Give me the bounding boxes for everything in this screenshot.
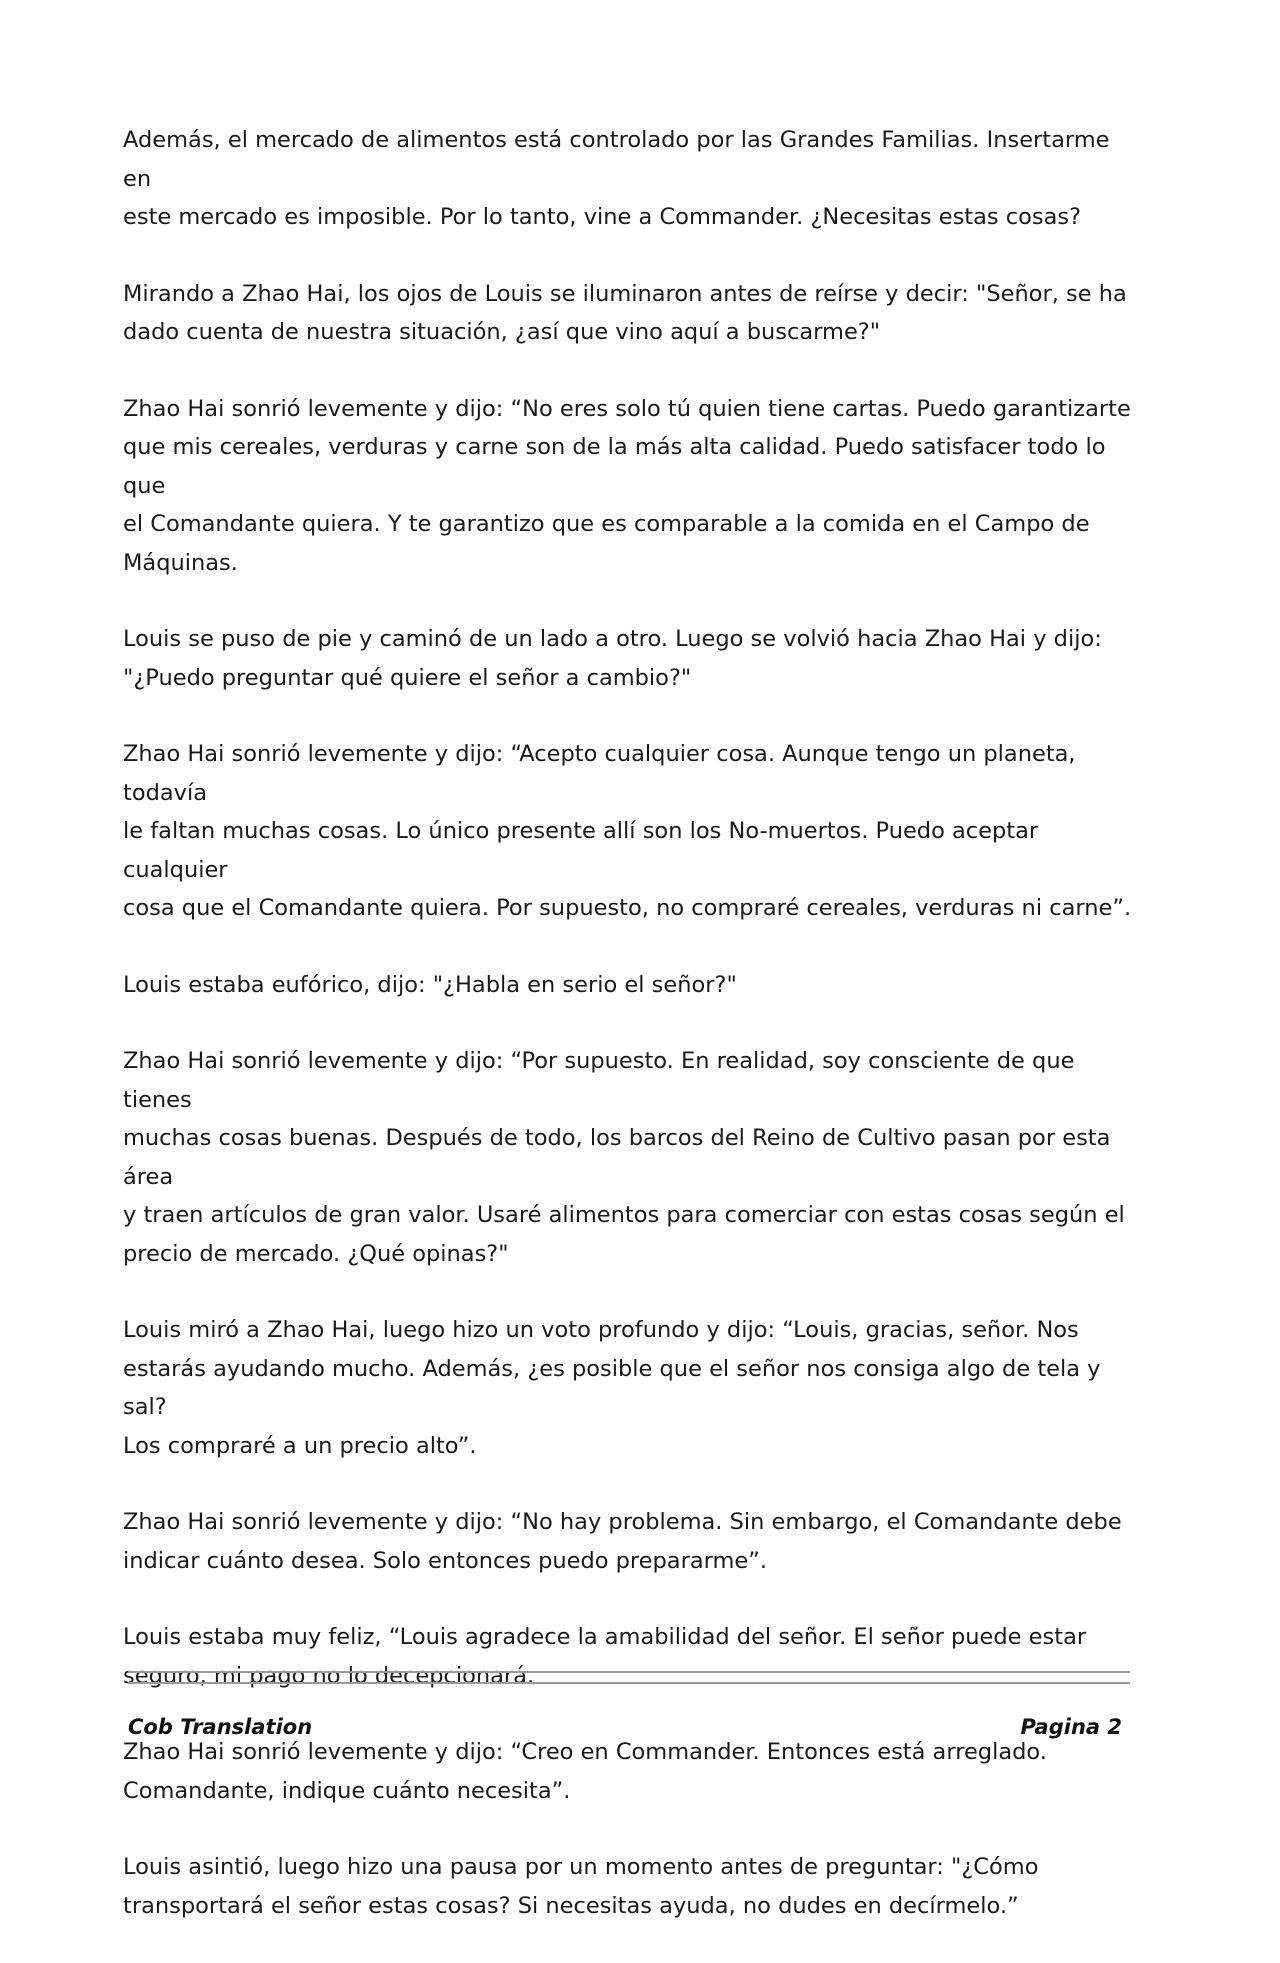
- paragraph: Louis asintió, luego hizo una pausa por un momento antes de preguntar: "¿Cómo transportará el señor estas cosas? Si necesitas ayuda, no dudes en decírmelo.”: [123, 1854, 1039, 1919]
- paragraph: Mirando a Zhao Hai, los ojos de Louis se iluminaron antes de reírse y decir: "Señor, se ha dado cuenta de nuestra situación, ¿así que vino aquí a buscarme?": [123, 280, 1127, 345]
- footer-translator-credit: Cob Translation: [128, 1715, 313, 1739]
- paragraph: Louis estaba muy feliz, “Louis agradece la amabilidad del señor. El señor puede estar seguro, mi pago no lo decepcionará.: [123, 1624, 1087, 1689]
- paragraph: Zhao Hai sonrió levemente y dijo: “No eres solo tú quien tiene cartas. Puedo garantizarte que mis cereales, verduras y carne son de la más alta calidad. Puedo satisfacer todo lo que el Comandante quiera. Y te garantizo que es comparable a la comida en el Campo de Máquinas.: [123, 395, 1131, 576]
- footer-page-number: Pagina 2: [1020, 1715, 1122, 1739]
- paragraph: Louis se puso de pie y caminó de un lado a otro. Luego se volvió hacia Zhao Hai y dijo: "¿Puedo preguntar qué quiere el señor a cambio?": [123, 626, 1102, 691]
- footer-divider-top: [128, 1671, 1130, 1673]
- footer-divider-bottom: [128, 1682, 1130, 1684]
- paragraph: Además, el mercado de alimentos está controlado por las Grandes Familias. Insertarme en este mercado es imposible. Por lo tanto, vine a Commander. ¿Necesitas estas cosas?: [123, 127, 1110, 230]
- paragraph: Zhao Hai sonrió levemente y dijo: “Creo en Commander. Entonces está arreglado. Comandante, indique cuánto necesita”.: [123, 1739, 1047, 1804]
- paragraph: Zhao Hai sonrió levemente y dijo: “Por supuesto. En realidad, soy consciente de que tienes muchas cosas buenas. Después de todo, los barcos del Reino de Cultivo pasan por esta área y traen artículos de gran valor. Usaré alimentos para comerciar con estas cosas según el precio de mercado. ¿Qué opinas?": [123, 1048, 1125, 1267]
- document-body: [123, 121, 1133, 1963]
- paragraph: Louis miró a Zhao Hai, luego hizo un voto profundo y dijo: “Louis, gracias, señor. Nos estarás ayudando mucho. Además, ¿es posible que el señor nos consiga algo de tela y sal? Los compraré a un precio alto”.: [123, 1317, 1101, 1459]
- paragraph: Louis estaba eufórico, dijo: "¿Habla en serio el señor?": [123, 971, 737, 998]
- paragraph: Zhao Hai sonrió levemente y dijo: “No hay problema. Sin embargo, el Comandante debe indicar cuánto desea. Solo entonces puedo prepararme”.: [123, 1509, 1122, 1574]
- paragraph: Zhao Hai sonrió levemente y dijo: “Acepto cualquier cosa. Aunque tengo un planeta, todavía le faltan muchas cosas. Lo único presente allí son los No-muertos. Puedo aceptar cualquier cosa que el Comandante quiera. Por supuesto, no compraré cereales, verduras ni carne”.: [123, 741, 1132, 921]
